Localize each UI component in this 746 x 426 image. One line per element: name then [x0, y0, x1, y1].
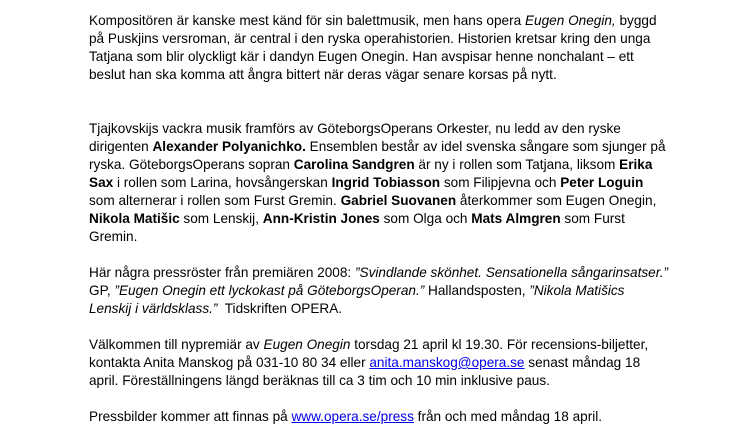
text: i rollen som Larina, hovsångerskan: [113, 175, 332, 190]
text: från och med måndag 18 april.: [413, 409, 603, 424]
text: Hallandsposten,: [424, 283, 530, 298]
singer-name: Gabriel Suovanen: [340, 193, 457, 208]
press-quote: ”Svindlande skönhet. Sensationella sångarinsatser.”: [354, 265, 669, 280]
press-page-link[interactable]: www.opera.se/press: [291, 409, 414, 424]
singer-name: Ann-Kristin Jones: [262, 211, 380, 226]
singer-name: Mats Almgren: [471, 211, 561, 226]
singer-name: Nikola Matišic: [89, 211, 180, 226]
singer-name: Peter Loguin: [560, 175, 644, 190]
conductor-name: Alexander Polyanichko.: [152, 139, 306, 154]
text: Pressbilder kommer att finnas på: [89, 409, 292, 424]
singer-name: Ingrid Tobiasson: [331, 175, 441, 190]
email-link[interactable]: anita.manskog@opera.se: [369, 355, 525, 370]
text: som Olga och: [379, 211, 472, 226]
text: Här några pressröster från premiären 2008:: [89, 265, 355, 280]
text: byggd på Puskjins versroman, är central i den ryska operahistorien. Historien kretsar kring den unga Tatjana som blir olyckligt kär i dandyn Eugen Onegin. Han avspisar henne nonchalant – ett beslut han ska komma att ångra bittert när deras vägar senare korsas på nytt.: [89, 13, 661, 82]
paragraph-cast: [89, 120, 669, 246]
singer-name: Erika Sax: [89, 157, 657, 190]
paragraph-premiere-info: [89, 336, 669, 390]
text: torsdag 21 april kl 19.30. För recensions-biljetter, kontakta Anita Manskog på 031-10 80 34 eller: [89, 337, 652, 370]
text: som Furst Gremin.: [89, 211, 629, 244]
text: GP,: [89, 265, 676, 298]
text: Ensemblen består av idel svenska sångare som sjunger på ryska. GöteborgsOperans sopran: [89, 139, 670, 172]
paragraph-press-images: [89, 408, 669, 426]
text: som Filipjevna och: [440, 175, 561, 190]
press-quote: ”Nikola Matišics Lenskij i världsklass.”: [89, 283, 629, 316]
singer-name: Carolina Sandgren: [293, 157, 415, 172]
text: är ny i rollen som Tatjana, liksom: [414, 157, 620, 172]
paragraph-press-quotes: [89, 264, 676, 318]
text: Kompositören är kanske mest känd för sin balettmusik, men hans opera: [89, 13, 525, 28]
press-quote: ”Eugen Onegin ett lyckokast på GöteborgsOperan.”: [114, 283, 425, 298]
text: Tidskriften OPERA.: [217, 301, 343, 316]
text: som alternerar i rollen som Furst Gremin.: [89, 175, 648, 208]
paragraph-intro: [89, 12, 669, 84]
text: Tjajkovskijs vackra musik framförs av GöteborgsOperans Orkester, nu ledd av den ryske dirigenten: [89, 121, 625, 154]
text: Välkommen till nypremiär av: [89, 337, 264, 352]
opera-title: Eugen Onegin: [263, 337, 351, 352]
text: senast måndag 18 april. Föreställningens längd beräknas till ca 3 tim och 10 min inklusive paus.: [89, 355, 644, 388]
text: som Lenskij,: [179, 211, 263, 226]
opera-title: Eugen Onegin,: [524, 13, 616, 28]
text: återkommer som Eugen Onegin,: [456, 193, 661, 208]
